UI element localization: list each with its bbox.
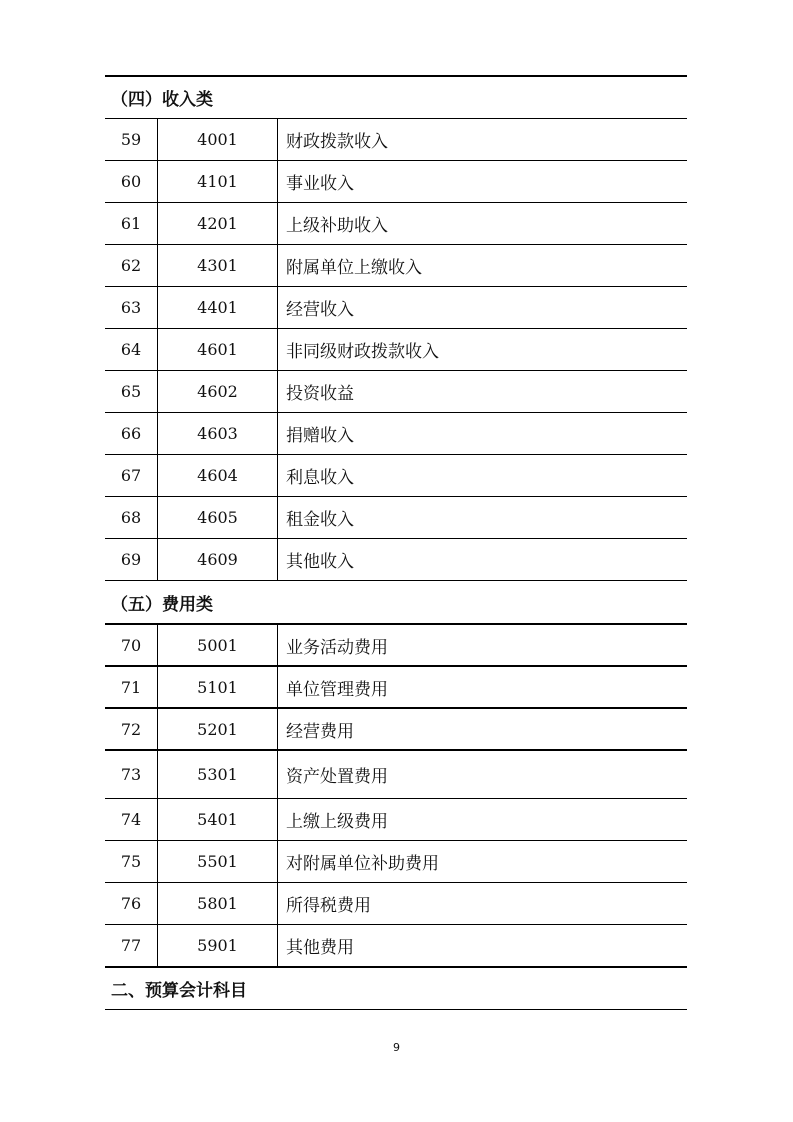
table-row <box>105 370 687 412</box>
account-code: 5001 <box>158 625 278 665</box>
account-name: 利息收入 <box>286 468 354 488</box>
account-code: 5801 <box>158 883 278 924</box>
table-row <box>105 538 687 580</box>
account-code: 5101 <box>158 667 278 707</box>
row-number: 61 <box>105 203 158 244</box>
account-name: 经营费用 <box>286 721 354 742</box>
account-name: 捐赠收入 <box>286 426 354 446</box>
account-name: 经营收入 <box>286 300 354 320</box>
table-row <box>105 749 687 798</box>
account-code: 5501 <box>158 841 278 882</box>
table-row <box>105 623 687 665</box>
table-row <box>105 160 687 202</box>
table-row <box>105 924 687 966</box>
table-row <box>105 286 687 328</box>
account-code: 4401 <box>158 287 278 328</box>
row-number: 65 <box>105 371 158 412</box>
account-code: 5901 <box>158 925 278 966</box>
account-name: 其他费用 <box>286 938 354 958</box>
table-row <box>105 798 687 840</box>
table-bottom-rule <box>105 1009 687 1010</box>
row-number: 74 <box>105 799 158 840</box>
account-code: 4609 <box>158 539 278 580</box>
row-number: 60 <box>105 161 158 202</box>
table-row <box>105 707 687 749</box>
table-row <box>105 496 687 538</box>
account-name: 资产处置费用 <box>286 767 388 787</box>
section-heading-income: （四）收入类 <box>105 75 687 118</box>
account-name: 其他收入 <box>286 552 354 572</box>
row-number: 64 <box>105 329 158 370</box>
row-number: 67 <box>105 455 158 496</box>
table-row <box>105 118 687 160</box>
account-table <box>105 75 687 1010</box>
page-number: 9 <box>393 1041 400 1054</box>
account-code: 4001 <box>158 119 278 160</box>
table-row <box>105 665 687 707</box>
account-name: 非同级财政拨款收入 <box>286 342 439 362</box>
table-row <box>105 202 687 244</box>
account-name: 所得税费用 <box>286 896 371 916</box>
row-number: 70 <box>105 625 158 665</box>
account-name: 上级补助收入 <box>286 216 388 236</box>
table-row <box>105 882 687 924</box>
account-code: 4605 <box>158 497 278 538</box>
row-number: 62 <box>105 245 158 286</box>
row-number: 72 <box>105 709 158 749</box>
account-code: 4601 <box>158 329 278 370</box>
account-code: 5301 <box>158 751 278 798</box>
account-code: 5201 <box>158 709 278 749</box>
row-number: 76 <box>105 883 158 924</box>
table-row <box>105 328 687 370</box>
account-code: 4301 <box>158 245 278 286</box>
account-code: 4602 <box>158 371 278 412</box>
account-name: 租金收入 <box>286 510 354 530</box>
account-name: 单位管理费用 <box>286 679 388 700</box>
account-name: 上缴上级费用 <box>286 812 388 832</box>
table-row <box>105 412 687 454</box>
row-number: 77 <box>105 925 158 966</box>
row-number: 71 <box>105 667 158 707</box>
table-row <box>105 454 687 496</box>
table-row <box>105 244 687 286</box>
account-name: 事业收入 <box>286 174 354 194</box>
account-name: 业务活动费用 <box>286 637 388 658</box>
row-number: 69 <box>105 539 158 580</box>
account-name: 附属单位上缴收入 <box>286 258 422 278</box>
account-code: 5401 <box>158 799 278 840</box>
row-number: 66 <box>105 413 158 454</box>
account-code: 4201 <box>158 203 278 244</box>
row-number: 59 <box>105 119 158 160</box>
account-name: 投资收益 <box>286 384 354 404</box>
table-row <box>105 840 687 882</box>
account-code: 4101 <box>158 161 278 202</box>
account-name: 对附属单位补助费用 <box>286 854 439 874</box>
row-number: 63 <box>105 287 158 328</box>
account-code: 4604 <box>158 455 278 496</box>
row-number: 68 <box>105 497 158 538</box>
section-heading-expense: （五）费用类 <box>105 580 687 623</box>
row-number: 75 <box>105 841 158 882</box>
row-number: 73 <box>105 751 158 798</box>
account-name: 财政拨款收入 <box>286 132 388 152</box>
account-code: 4603 <box>158 413 278 454</box>
budget-accounts-heading: 二、预算会计科目 <box>105 966 687 1009</box>
